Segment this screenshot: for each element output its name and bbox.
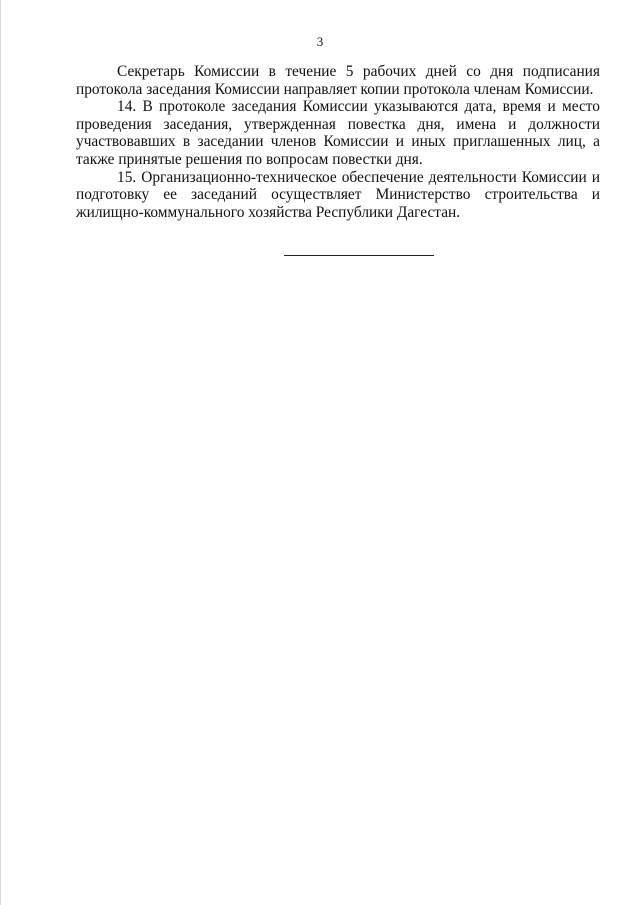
scan-edge [0, 0, 1, 905]
paragraph-14: 14. В протоколе заседания Комиссии указываются дата, время и место проведения заседания, утвержденная повестка дня, имена и должности участвовавших в заседании членов Комиссии и иных приглашенных лиц, а также принятые решения по вопросам повестки дня. [76, 98, 600, 168]
paragraph-15: 15. Организационно-техническое обеспечение деятельности Комиссии и подготовку ее заседаний осуществляет Министерство строительства и жилищно-коммунального хозяйства Республики Дагестан. [76, 168, 600, 221]
paragraph-secretary: Секретарь Комиссии в течение 5 рабочих дней со дня подписания протокола заседания Комиссии направляет копии протокола членам Комиссии. [76, 63, 600, 98]
end-separator-line [284, 255, 434, 256]
document-body [76, 63, 600, 221]
page-number: 3 [316, 34, 324, 49]
